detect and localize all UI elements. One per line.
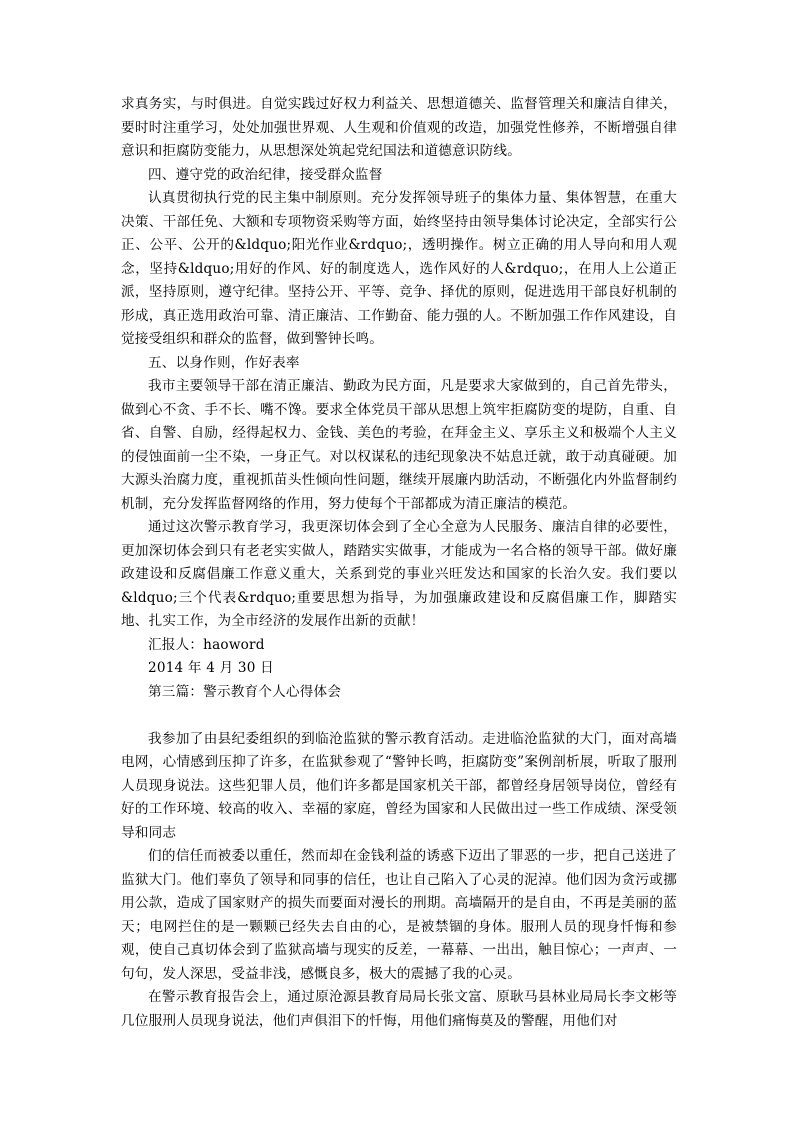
paragraph-7: 在警示教育报告会上，通过原沧源县教育局局长张文富、原耿马县林业局局长李文彬等几位服刑人员现身说法，他们声俱泪下的忏悔，用他们痛悔莫及的警醒，用他们对 [121, 989, 677, 1029]
section-heading-5: 五、以身作则，作好表率 [148, 354, 300, 371]
paragraph-2: 认真贯彻执行党的民主集中制原则。充分发挥领导班子的集体力量、集体智慧，在重大决策、干部任免、大额和专项物资采购等方面，始终坚持由领导集体讨论决定，全部实行公正、公平、公开的&ldquo;阳光作业&rdquo;，透明操作。树立正确的用人导向和用人观念，坚持&ldquo;用好的作风、好的制度选人，选作风好的人&rdquo;，在用人上公道正派，坚持原则，遵守纪律。坚持公开、平等、竞争、择优的原则，促进选用干部良好机制的形成，真正选用政治可靠、清正廉洁、工作勤奋、能力强的人。不断加强工作作风建设，自觉接受组织和群众的监督，做到警钟长鸣。 [121, 190, 677, 347]
date-line: 2014 年 4 月 30 日 [148, 660, 274, 676]
blank-line [121, 704, 677, 728]
paragraph-6: 们的信任而被委以重任，然而却在金钱利益的诱惑下迈出了罪恶的一步，把自己送进了监狱大门。他们辜负了领导和同事的信任，也让自己陷入了心灵的泥淖。他们因为贪污或挪用公款，造成了国家财产的损失而要面对漫长的刑期。高墙隔开的是自由，不再是美丽的蓝天；电网拦住的是一颗颗已经失去自由的心，是被禁锢的身体。服刑人员的现身忏悔和参观，使自己真切体会到了监狱高墙与现实的反差，一幕幕、一出出，触目惊心；一声声、一句句，发人深思，受益非浅，感慨良多，极大的震撼了我的心灵。 [121, 848, 677, 982]
paragraph-3: 我市主要领导干部在清正廉洁、勤政为民方面，凡是要求大家做到的，自己首先带头，做到心不贪、手不长、嘴不馋。要求全体党员干部从思想上筑牢拒腐防变的堤防，自重、自省、自警、自励，经得起权力、金钱、美色的考验，在拜金主义、享乐主义和极端个人主义的侵蚀面前一尘不染，一身正气。对以权谋私的违纪现象决不姑息迁就，敢于动真碰硬。加大源头治腐力度，重视抓苗头性倾向性问题，继续开展廉内助活动，不断强化内外监督制约机制，充分发挥监督网络的作用，努力使每个干部都成为清正廉洁的模范。 [121, 378, 677, 512]
section-heading-4: 四、遵守党的政治纪律，接受群众监督 [148, 166, 383, 183]
paragraph-5: 我参加了由县纪委组织的到临沧监狱的警示教育活动。走进临沧监狱的大门，面对高墙电网，心情感到压抑了许多，在监狱参观了“警钟长鸣，拒腐防变”案例剖析展，听取了服刑人员现身说法。这些犯罪人员，他们许多都是国家机关干部，都曾经身居领导岗位，曾经有好的工作环境、较高的收入、幸福的家庭，曾经为国家和人民做出过一些工作成绩、深受领导和同志 [121, 730, 677, 841]
article-3-title: 第三篇：警示教育个人心得体会 [148, 683, 342, 700]
reporter-line: 汇报人：haoword [148, 636, 265, 653]
document-page [121, 93, 677, 1033]
paragraph-4: 通过这次警示教育学习，我更深切体会到了全心全意为人民服务、廉洁自律的必要性，更加深切体会到只有老老实实做人，踏踏实实做事，才能成为一名合格的领导干部。做好廉政建设和反腐倡廉工作意义重大，关系到党的事业兴旺发达和国家的长治久安。我们要以&ldquo;三个代表&rdquo;重要思想为指导，为加强廉政建设和反腐倡廉工作，脚踏实地、扎实工作，为全市经济的发展作出新的贡献！ [121, 519, 677, 629]
paragraph-1: 求真务实，与时俱进。自觉实践过好权力利益关、思想道德关、监督管理关和廉洁自律关，要时时注重学习，处处加强世界观、人生观和价值观的改造，加强党性修养，不断增强自律意识和拒腐防变能力，从思想深处筑起党纪国法和道德意识防线。 [121, 96, 677, 159]
